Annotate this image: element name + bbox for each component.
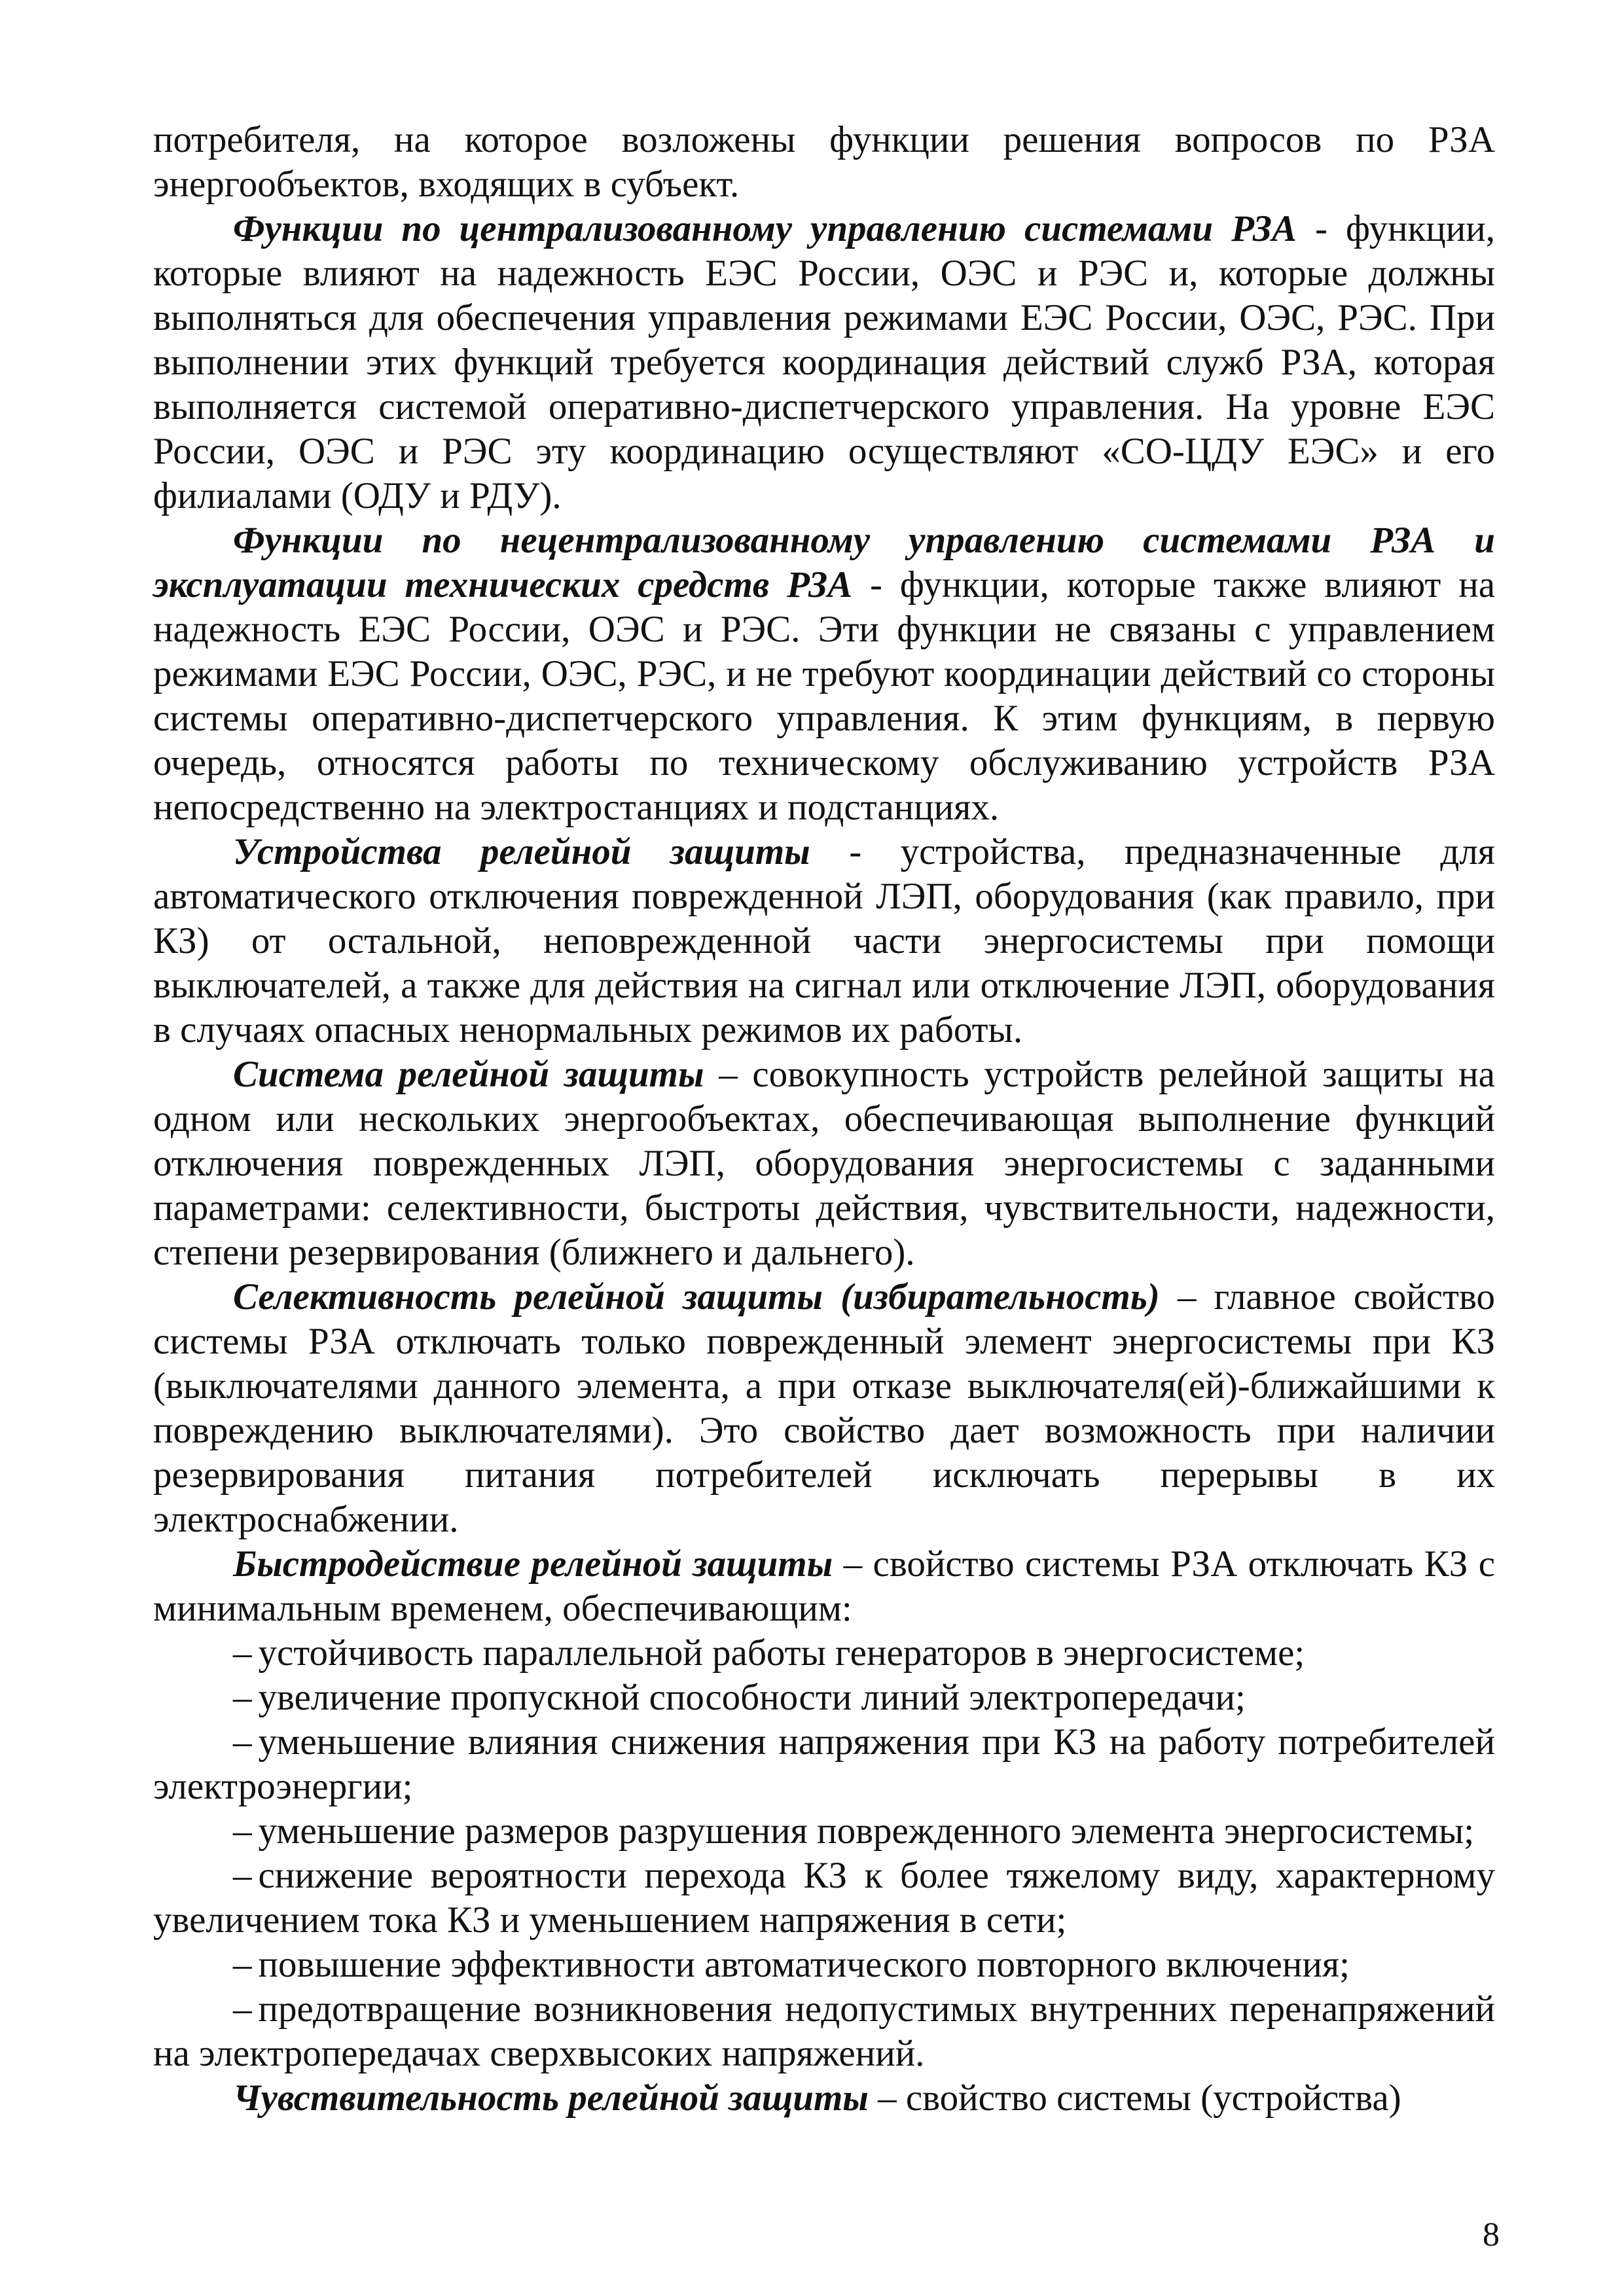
definition-speed	[153, 1542, 1495, 1631]
list-item-text: уменьшение влияния снижения напряжения при КЗ на работу потребителей электроэнергии;	[153, 1721, 1495, 1807]
definition-text: – свойство системы РЗА отключать КЗ с минимальным временем, обеспечивающим:	[153, 1543, 1495, 1629]
list-item-text: увеличение пропускной способности линий электропередачи;	[258, 1677, 1246, 1718]
definition-term: Функции по нецентрализованному управлению системами РЗА и эксплуатации технических средств РЗА	[153, 520, 1495, 605]
definition-term: Функции по централизованному управлению системами РЗА	[233, 208, 1297, 249]
list-item	[153, 1854, 1495, 1943]
list-item	[153, 1809, 1495, 1854]
definition-term: Чувствительность релейной защиты	[233, 2077, 869, 2119]
definition-text: – главное свойство системы РЗА отключать только поврежденный элемент энергосистемы при КЗ (выключателями данного элемента, а при отказе выключателя(ей)-ближайшими к повреждению выключателями). Это свойство дает возможность при наличии резервирования питания потребителей исключать перерывы в их электроснабжении.	[153, 1276, 1495, 1540]
dash-bullet: –	[233, 1677, 252, 1718]
list-item	[153, 1720, 1495, 1809]
definition-text: – совокупность устройств релейной защиты на одном или нескольких энергообъектах, обеспечивающая выполнение функций отключения поврежденных ЛЭП, оборудования энергосистемы с заданными параметрами: селективности, быстроты действия, чувствительности, надежности, степени резервирования (ближнего и дальнего).	[153, 1054, 1495, 1273]
dash-bullet: –	[233, 1944, 252, 1985]
definition-term: Селективность релейной защиты (избирательность)	[233, 1276, 1160, 1318]
definition-text: – свойство системы (устройства)	[868, 2077, 1401, 2119]
list-item-text: повышение эффективности автоматического повторного включения;	[258, 1944, 1350, 1985]
list-item-text: устойчивость параллельной работы генераторов в энергосистеме;	[258, 1632, 1305, 1674]
list-item	[153, 1676, 1495, 1720]
dash-bullet: –	[233, 1721, 252, 1763]
list-item	[153, 1631, 1495, 1676]
definition-text: - устройства, предназначенные для автоматического отключения поврежденной ЛЭП, оборудования (как правило, при КЗ) от остальной, неповрежденной части энергосистемы при помощи выключателей, а также для действия на сигнал или отключение ЛЭП, оборудования в случаях опасных ненормальных режимов их работы.	[153, 831, 1495, 1050]
dash-bullet: –	[233, 1988, 252, 2030]
definition-term: Быстродействие релейной защиты	[233, 1543, 833, 1585]
intro-paragraph: потребителя, на которое возложены функции решения вопросов по РЗА энергообъектов, входящих в субъект.	[153, 119, 1495, 205]
document-body	[153, 118, 1495, 2121]
definition-selectivity	[153, 1275, 1495, 1542]
definition-relay-system	[153, 1052, 1495, 1275]
list-item	[153, 1943, 1495, 1987]
definition-decentralized-functions	[153, 518, 1495, 830]
definition-term: Устройства релейной защиты	[233, 831, 810, 872]
definition-sensitivity	[153, 2076, 1495, 2121]
dash-bullet: –	[233, 1810, 252, 1852]
definition-centralized-functions	[153, 207, 1495, 518]
list-item-text: предотвращение возникновения недопустимых внутренних перенапряжений на электропередачах сверхвысоких напряжений.	[153, 1988, 1495, 2074]
definition-text: - функции, которые влияют на надежность ЕЭС России, ОЭС и РЭС и, которые должны выполняться для обеспечения управления режимами ЕЭС России, ОЭС, РЭС. При выполнении этих функций требуется координация действий служб РЗА, которая выполняется системой оперативно-диспетчерского управления. На уровне ЕЭС России, ОЭС и РЭС эту координацию осуществляют «СО-ЦДУ ЕЭС» и его филиалами (ОДУ и РДУ).	[153, 208, 1495, 516]
list-item-text: уменьшение размеров разрушения поврежденного элемента энергосистемы;	[258, 1810, 1475, 1852]
page-number: 8	[1483, 2216, 1500, 2253]
speed-requirements-list	[153, 1631, 1495, 2076]
definition-term: Система релейной защиты	[233, 1054, 704, 1095]
dash-bullet: –	[233, 1632, 252, 1674]
list-item	[153, 1987, 1495, 2076]
definition-relay-devices	[153, 830, 1495, 1052]
dash-bullet: –	[233, 1855, 252, 1896]
definition-text: - функции, которые также влияют на надежность ЕЭС России, ОЭС и РЭС. Эти функции не связаны с управлением режимами ЕЭС России, ОЭС, РЭС, и не требуют координации действий со стороны системы оперативно-диспетчерского управления. К этим функциям, в первую очередь, относятся работы по техническому обслуживанию устройств РЗА непосредственно на электростанциях и подстанциях.	[153, 564, 1496, 828]
list-item-text: снижение вероятности перехода КЗ к более тяжелому виду, характерному увеличением тока КЗ и уменьшением напряжения в сети;	[153, 1855, 1495, 1941]
